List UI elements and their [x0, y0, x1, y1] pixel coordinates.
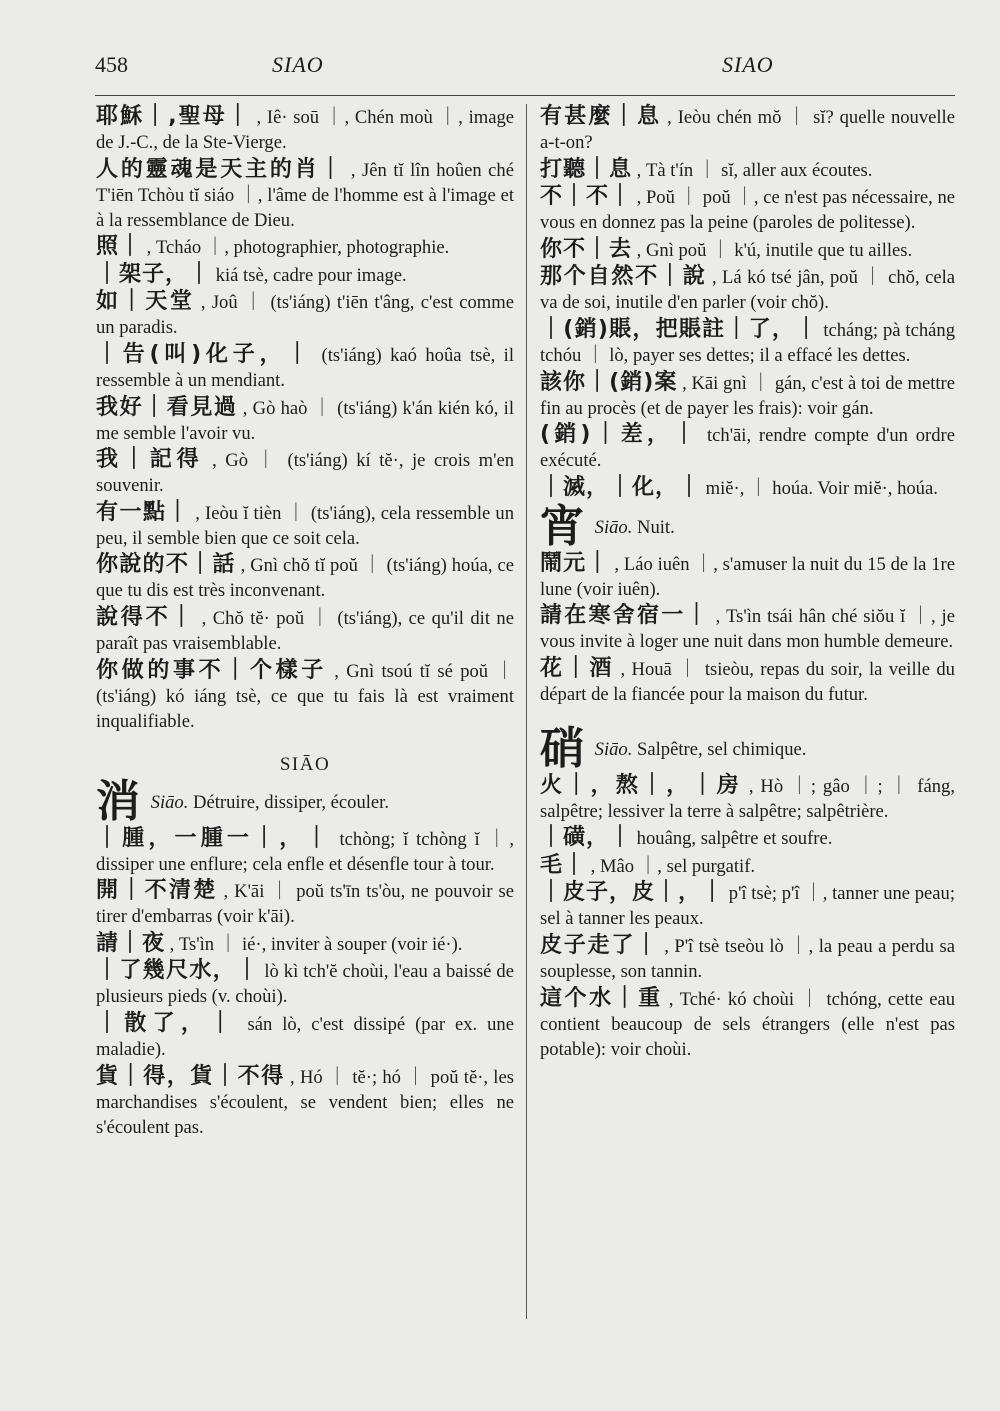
entry-chinese: 你說的不｜話	[96, 552, 236, 578]
dictionary-entry	[96, 878, 514, 929]
entry-chinese: 你做的事不｜个樣子	[96, 657, 327, 683]
entry-gloss: , Gnì poŭ ｜ k'ú, inutile que tu ailles.	[636, 239, 913, 261]
dictionary-entry	[96, 104, 514, 155]
entry-chinese: 鬧元｜	[540, 550, 610, 576]
dictionary-entry	[96, 931, 514, 957]
dictionary-entry	[540, 603, 955, 654]
entry-chinese: 打聽｜息	[540, 156, 633, 182]
entry-chinese: (銷)｜差，｜	[540, 422, 700, 448]
entry-list	[96, 826, 514, 1140]
entry-gloss: , Joû ｜ (ts'iáng) t'iēn t'âng, c'est comme un paradis.	[96, 292, 514, 339]
entry-chinese: 花｜酒	[540, 655, 615, 681]
dictionary-entry	[96, 552, 514, 603]
head-definition: Détruire, dissiper, écouler.	[193, 791, 390, 813]
running-head-right: SIAO	[722, 52, 774, 77]
entry-chinese: ｜散了，｜	[96, 1010, 238, 1036]
entry-chinese: 耶穌｜,聖母｜	[96, 104, 251, 129]
entry-chinese: ｜告(叫)化子，｜	[96, 341, 314, 367]
dictionary-entry	[96, 658, 514, 734]
entry-gloss: miĕ·, ｜ hoúa. Voir miĕ·, hoúa.	[705, 477, 938, 499]
entry-chinese: 毛｜	[540, 852, 587, 878]
entry-gloss: , Gò ｜ (ts'iáng) kí tĕ·, je crois m'en souvenir.	[96, 450, 514, 497]
dictionary-entry	[540, 237, 955, 263]
dictionary-entry	[96, 262, 514, 288]
entry-chinese: ｜了幾尺水，｜	[96, 958, 260, 984]
dictionary-entry	[96, 1011, 514, 1062]
entry-gloss: , Láo iuên ｜, s'amuser la nuit du 15 de la 1re lune (voir iuên).	[540, 553, 955, 600]
entry-chinese: 開｜不清楚	[96, 878, 218, 904]
header-rule	[95, 95, 955, 96]
entry-gloss: , Ieòu chén mŏ ｜ sĭ? quelle nouvelle a-t-on?	[540, 107, 955, 153]
entry-list	[540, 551, 955, 707]
entry-chinese: 如｜天堂	[96, 289, 195, 315]
entry-gloss: , Lá kó tsé jân, poŭ ｜ chŏ, cela va de soi, inutile d'en parler (voir chŏ).	[540, 267, 955, 314]
entry-gloss: , Ts'ìn tsái hân ché siŏu ĭ ｜, je vous invite à loger une nuit dans mon humble demeure.	[540, 606, 955, 653]
entry-gloss: houâng, salpêtre et soufre.	[636, 828, 833, 850]
entry-gloss: , Ts'ìn ｜ ié·, inviter à souper (voir ié·).	[169, 933, 463, 955]
entry-chinese: 你不｜去	[540, 236, 633, 262]
dictionary-entry	[540, 264, 955, 315]
entry-gloss: sán lò, c'est dissipé (par ex. une maladie).	[96, 1013, 514, 1060]
dictionary-entry	[540, 184, 955, 235]
entry-gloss: , Gnì chŏ tĭ poŭ ｜ (ts'iáng) hoúa, ce que tu dis est très inconvenant.	[96, 555, 514, 602]
running-head-left: SIAO	[272, 52, 324, 77]
entry-gloss: , Tà t'ín ｜ sĭ, aller aux écoutes.	[636, 159, 873, 181]
dictionary-entry	[96, 395, 514, 446]
entry-gloss: , Tcháo ｜, photographier, photographie.	[146, 237, 450, 259]
head-definition: Nuit.	[637, 516, 675, 538]
entry-chinese: 我｜記得	[96, 447, 204, 473]
head-character: 硝	[540, 722, 584, 774]
head-character: 消	[96, 775, 140, 827]
entry-chinese: 照｜	[96, 234, 143, 260]
entry-gloss: , Gnì tsoú tĭ sé poŭ ｜ (ts'iáng) kó iáng tsè, ce que tu fais là est vraiment inqualifiable.	[96, 660, 514, 732]
entry-list	[540, 773, 955, 1062]
entry-chinese: 說得不｜	[96, 604, 196, 630]
entry-gloss: , P'î tsè tseòu lò ｜, la peau a perdu sa souplesse, son tannin.	[540, 935, 955, 982]
dictionary-entry	[96, 826, 514, 877]
head-romanization: Siāo.	[150, 791, 189, 813]
dictionary-entry	[96, 289, 514, 340]
dictionary-entry	[540, 157, 955, 183]
entry-gloss: , Ieòu ĭ tièn ｜ (ts'iáng), cela ressemble un peu, il semble bien que ce soit cela.	[96, 502, 514, 549]
dictionary-entry	[96, 1064, 514, 1140]
entry-gloss: , Hó ｜ tĕ·; hó ｜ poŭ tĕ·, les marchandises s'écoulent, se vendent bien; elles ne s'écoulent pas.	[96, 1066, 514, 1138]
entry-gloss: , Tché· kó choùi ｜ tchóng, cette eau contient beaucoup de sels étrangers (elle n'est pas potable): voir choùi.	[540, 988, 955, 1060]
entry-gloss: , Kāi gnì ｜ gán, c'est à toi de mettre fin au procès (et de payer les frais): voir gán.	[540, 372, 955, 419]
dictionary-entry	[540, 825, 955, 851]
section-heading: SIĀO	[279, 753, 331, 775]
entry-chinese: ｜磺，｜	[540, 825, 633, 851]
entry-chinese: ｜滅，｜化，｜	[540, 474, 702, 500]
dictionary-entry	[96, 234, 514, 260]
entry-gloss: lò kì tch'ĕ choùi, l'eau a baissé de plusieurs pieds (v. choùi).	[96, 961, 514, 1008]
dictionary-entry	[540, 656, 955, 707]
entry-chinese: ｜(銷)賬，把賬註｜了，｜	[540, 316, 819, 342]
entry-chinese: 這个水｜重	[540, 985, 663, 1011]
dictionary-entry	[540, 370, 955, 421]
entry-chinese: 該你｜(銷)案	[540, 369, 678, 395]
entry-gloss: tcháng; pà tcháng tchóu ｜ lò, payer ses dettes; il a effacé les dettes.	[540, 319, 955, 366]
entry-chinese: 不｜不｜	[540, 184, 633, 210]
head-entry	[540, 722, 955, 774]
entry-chinese: 有一點｜	[96, 499, 191, 525]
entry-gloss: , Poŭ ｜ poŭ ｜, ce n'est pas nécessaire, ne vous en donnez pas la peine (paroles de politesse).	[540, 187, 955, 234]
entry-chinese: 人的靈魂是天主的肖｜	[96, 156, 345, 182]
dictionary-entry	[540, 104, 955, 155]
head-character: 宵	[540, 500, 584, 552]
entry-chinese: 有甚麼｜息	[540, 104, 662, 129]
entry-chinese: 火｜，熬｜，｜房	[540, 772, 742, 798]
head-entry	[540, 500, 955, 552]
entry-list	[540, 104, 955, 501]
dictionary-entry	[96, 958, 514, 1009]
entry-gloss: , Mâo ｜, sel purgatif.	[590, 855, 756, 877]
entry-gloss: , Gò haò ｜ (ts'iáng) k'án kién kó, il me semble l'avoir vu.	[96, 397, 514, 444]
dictionary-entry	[96, 447, 514, 498]
entry-gloss: tchòng; ĭ tchòng ĭ ｜, dissiper une enflure; cela enfle et désenfle tour à tour.	[96, 828, 514, 875]
entry-gloss: tch'āi, rendre compte d'un ordre exécuté.	[540, 425, 955, 472]
entry-gloss: , Chŏ tĕ· poŭ ｜ (ts'iáng), ce qu'il dit ne paraît pas vraisemblable.	[96, 607, 514, 654]
left-column	[96, 104, 514, 1141]
entry-chinese: ｜腫，一腫一｜，｜	[96, 825, 332, 851]
dictionary-entry	[96, 342, 514, 393]
entry-list	[96, 104, 514, 734]
dictionary-entry	[540, 422, 955, 473]
dictionary-entry	[540, 986, 955, 1062]
entry-gloss: , Hò ｜; gâo ｜; ｜ fáng, salpêtre; lessiver la terre à salpêtre; salpêtrière.	[540, 775, 955, 822]
entry-chinese: ｜皮子，皮｜，｜	[540, 880, 725, 906]
entry-gloss: (ts'iáng) kaó hoûa tsè, il ressemble à un mendiant.	[96, 344, 514, 391]
entry-chinese: 皮子走了｜	[540, 932, 659, 958]
dictionary-entry	[96, 605, 514, 656]
entry-gloss: p'î tsè; p'î ｜, tanner une peau; sel à tanner les peaux.	[540, 883, 955, 930]
dictionary-entry	[540, 317, 955, 368]
head-romanization: Siāo.	[594, 738, 633, 760]
entry-chinese: 請在寒舍宿一｜	[540, 603, 710, 629]
dictionary-entry	[540, 551, 955, 602]
dictionary-entry	[540, 853, 955, 879]
entry-chinese: ｜架子，｜	[96, 261, 212, 287]
dictionary-entry	[96, 500, 514, 551]
right-column	[540, 104, 955, 1063]
column-divider	[526, 104, 527, 1319]
page-number: 458	[95, 52, 128, 77]
entry-chinese: 請｜夜	[96, 930, 166, 956]
dictionary-entry	[96, 157, 514, 233]
entry-gloss: , Iê· soū ｜, Chén moù ｜, image de J.-C., de la Ste-Vierge.	[96, 107, 515, 153]
dictionary-entry	[540, 880, 955, 931]
entry-gloss: , Houā ｜ tsieòu, repas du soir, la veille du départ de la fiancée pour la maison du futur.	[540, 658, 955, 705]
entry-gloss: kiá tsè, cadre pour image.	[215, 264, 407, 286]
head-entry	[96, 775, 514, 827]
dictionary-entry	[540, 773, 955, 824]
dictionary-entry	[540, 933, 955, 984]
entry-gloss: , K'āi ｜ poŭ ts'īn ts'òu, ne pouvoir se tirer d'embarras (voir k'āi).	[96, 881, 514, 928]
head-romanization: Siāo.	[594, 516, 633, 538]
entry-chinese: 我好｜看見過	[96, 394, 238, 420]
entry-gloss: , Jên tĭ lîn hoûen ché T'iēn Tchòu tĭ siáo ｜, l'âme de l'homme est à l'image et à la ressemblance de Dieu.	[96, 159, 514, 231]
head-definition: Salpêtre, sel chimique.	[637, 738, 807, 760]
dictionary-entry	[540, 475, 955, 501]
entry-chinese: 貨｜得，貨｜不得	[96, 1063, 285, 1089]
entry-chinese: 那个自然不｜說	[540, 264, 707, 290]
